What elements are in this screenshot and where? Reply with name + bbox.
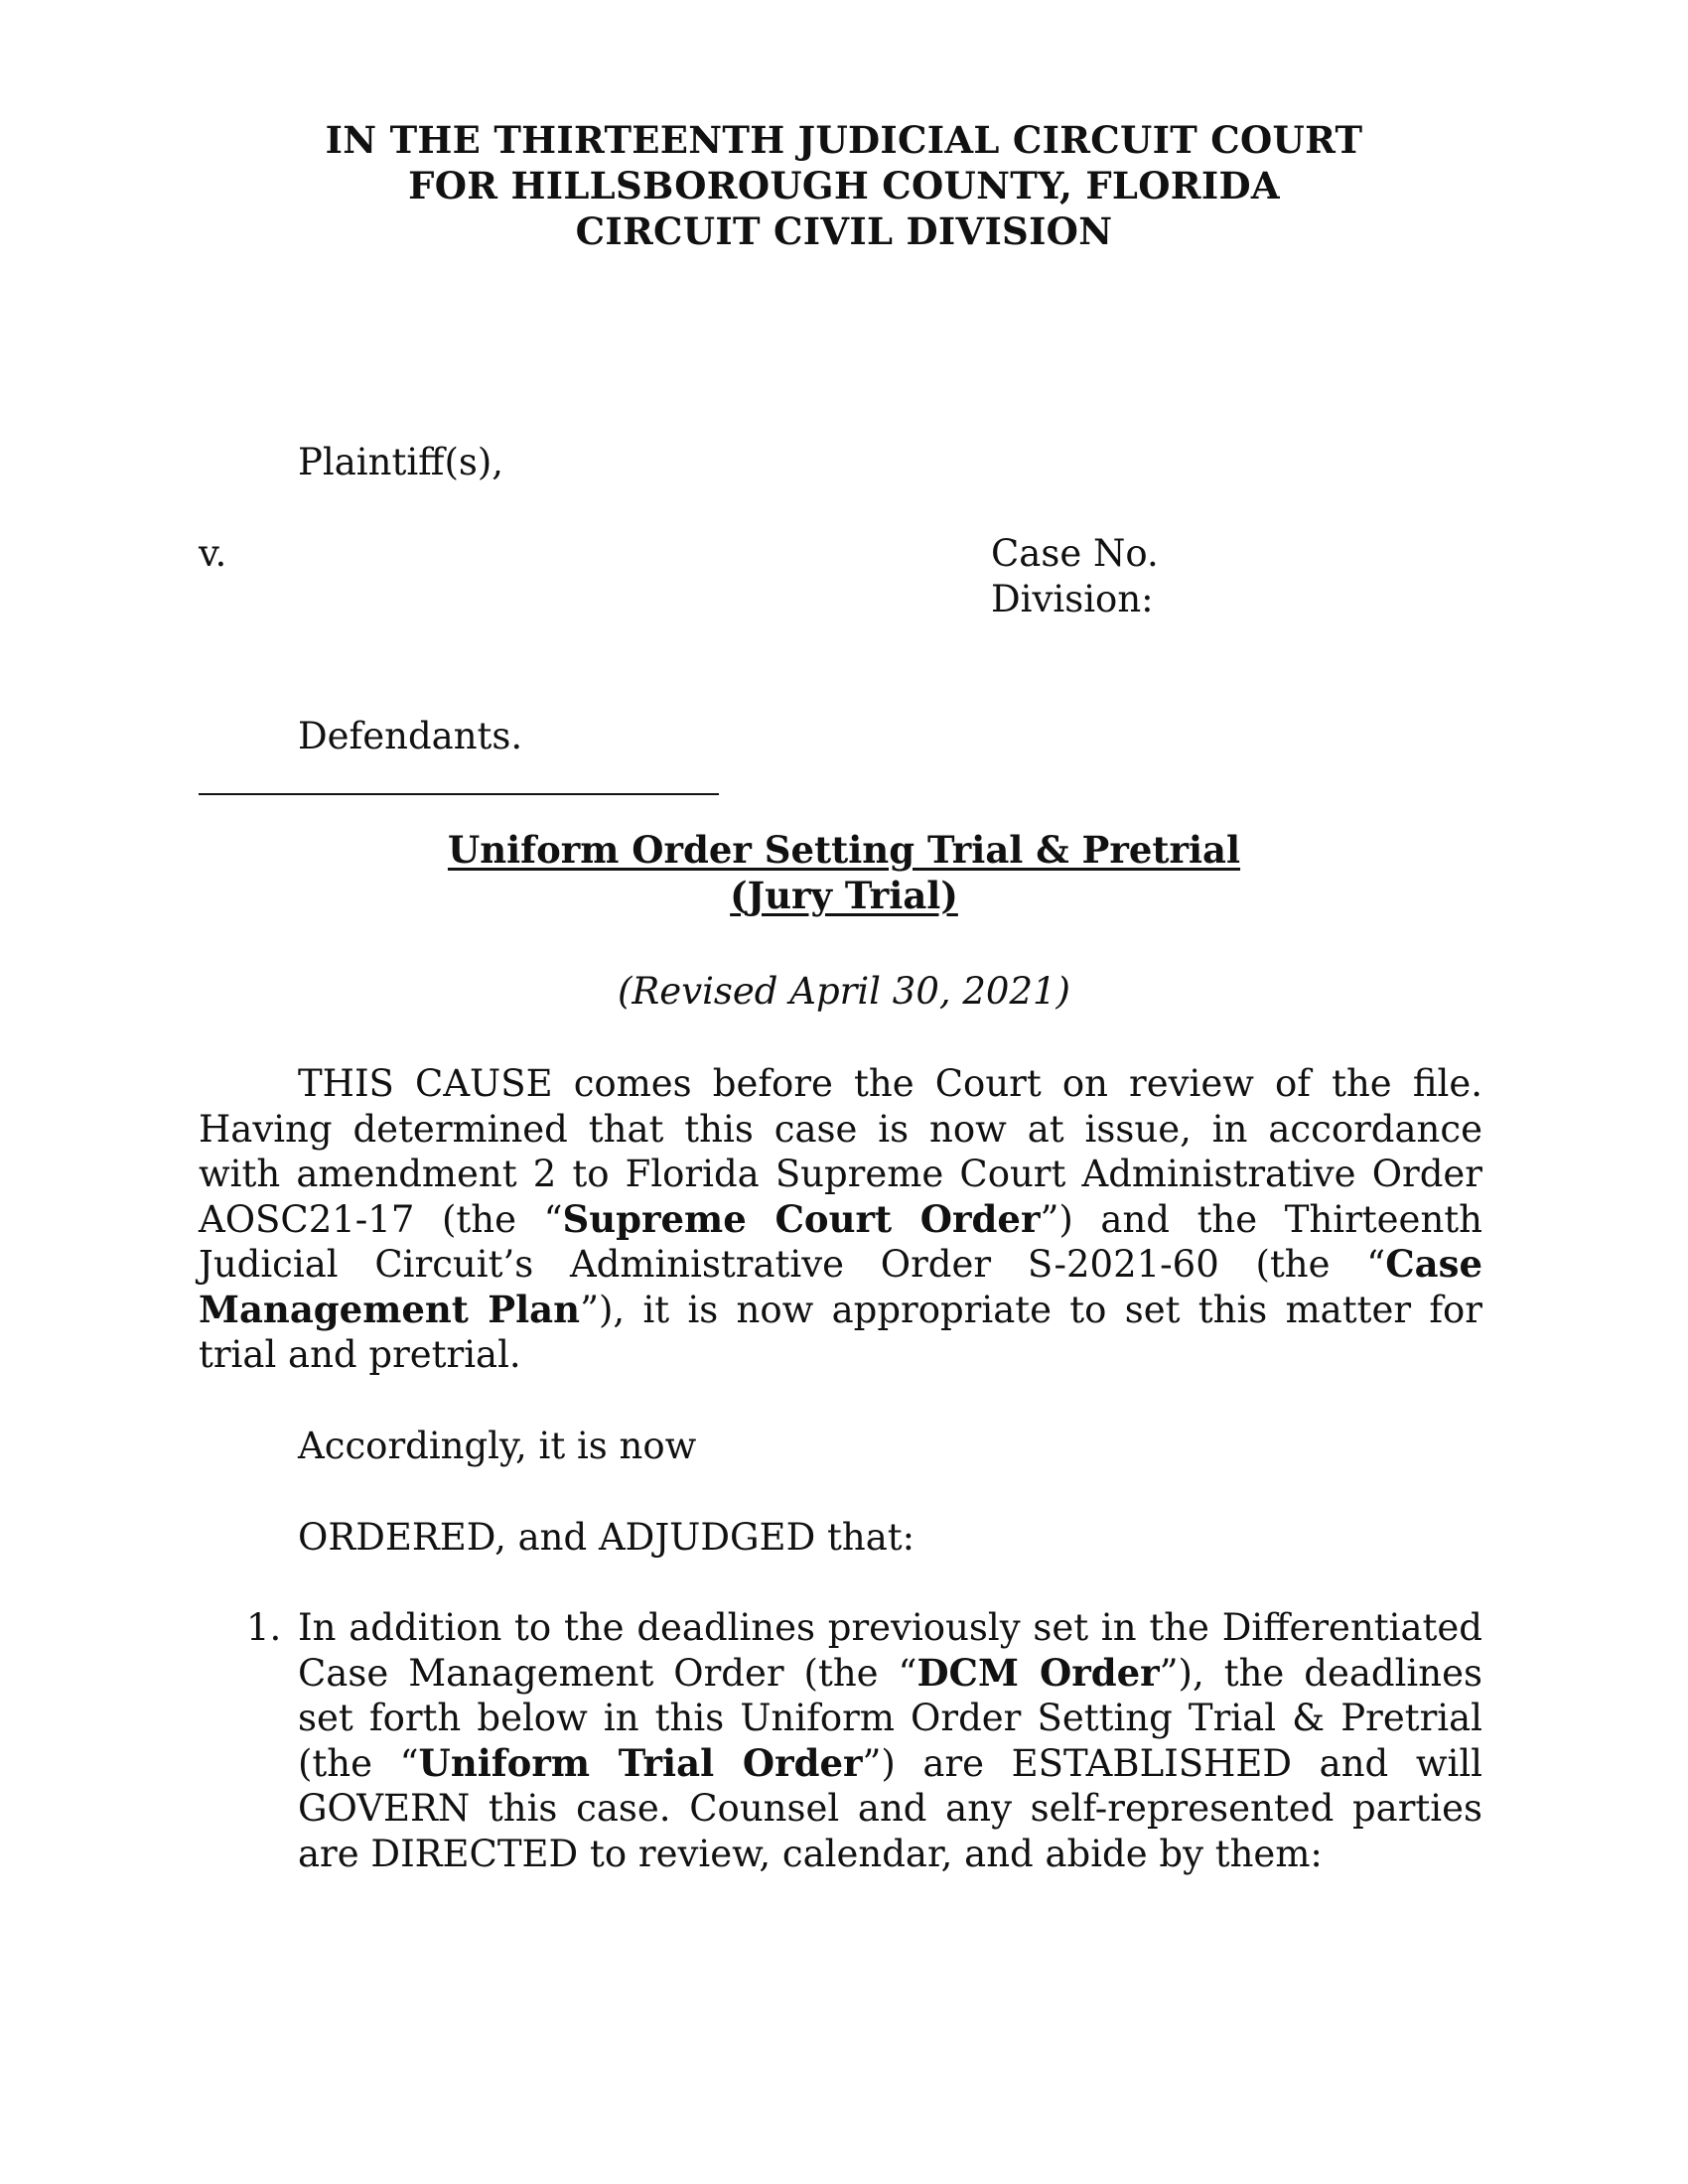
item-text-2: ”), the deadlines set forth below in this Uniform Order Setting Trial & Pretrial (the “ — [298, 1651, 1482, 1785]
order-title — [0, 827, 1688, 918]
plaintiff-label: Plaintiff(s), — [298, 441, 504, 483]
uniform-trial-order-term: Uniform Trial Order — [418, 1740, 863, 1785]
item-text-1: In addition to the deadlines previously set in the Differentiated Case Management Order (the “ — [298, 1606, 1482, 1695]
intro-text-1: THIS CAUSE comes before the Court on review of the file. Having determined that this case is now at issue, in accordance with amendment 2 to Florida Supreme Court Administrative Order AOSC21-17 (the “ — [199, 1062, 1482, 1241]
defendants-label: Defendants. — [298, 715, 523, 757]
court-header-line-3: CIRCUIT CIVIL DIVISION — [575, 209, 1113, 253]
supreme-court-order-term: Supreme Court Order — [562, 1196, 1041, 1241]
order-item-body — [298, 1605, 1482, 1876]
accordingly-line: Accordingly, it is now — [298, 1425, 697, 1467]
intro-paragraph — [199, 1061, 1482, 1378]
revision-date: (Revised April 30, 2021) — [618, 970, 1070, 1013]
versus-label: v. — [199, 532, 227, 575]
caption-divider-line — [199, 793, 719, 795]
case-number-label: Case No. — [991, 532, 1159, 575]
case-management-plan-term: Case Management Plan — [199, 1242, 1482, 1331]
court-header — [0, 117, 1688, 254]
order-title-line-1: Uniform Order Setting Trial & Pretrial — [447, 828, 1241, 872]
court-header-line-1: IN THE THIRTEENTH JUDICIAL CIRCUIT COURT — [325, 118, 1363, 162]
item-text-3: ”) are ESTABLISHED and will GOVERN this case. Counsel and any self-represented parties are DIRECTED to review, calendar, and abide by them: — [298, 1741, 1482, 1875]
intro-text-3: ”), it is now appropriate to set this matter for trial and pretrial. — [199, 1288, 1482, 1376]
order-item-1 — [199, 1605, 1482, 1876]
court-header-line-2: FOR HILLSBOROUGH COUNTY, FLORIDA — [408, 164, 1280, 207]
intro-text-2: ”) and the Thirteenth Judicial Circuit’s Administrative Order S-2021-60 (the “ — [199, 1197, 1482, 1286]
order-title-line-2: (Jury Trial) — [730, 874, 958, 917]
dcm-order-term: DCM Order — [916, 1650, 1160, 1695]
division-label: Division: — [991, 578, 1154, 620]
ordered-adjudged-line: ORDERED, and ADJUDGED that: — [298, 1516, 915, 1559]
order-item-number: 1. — [246, 1606, 282, 1649]
